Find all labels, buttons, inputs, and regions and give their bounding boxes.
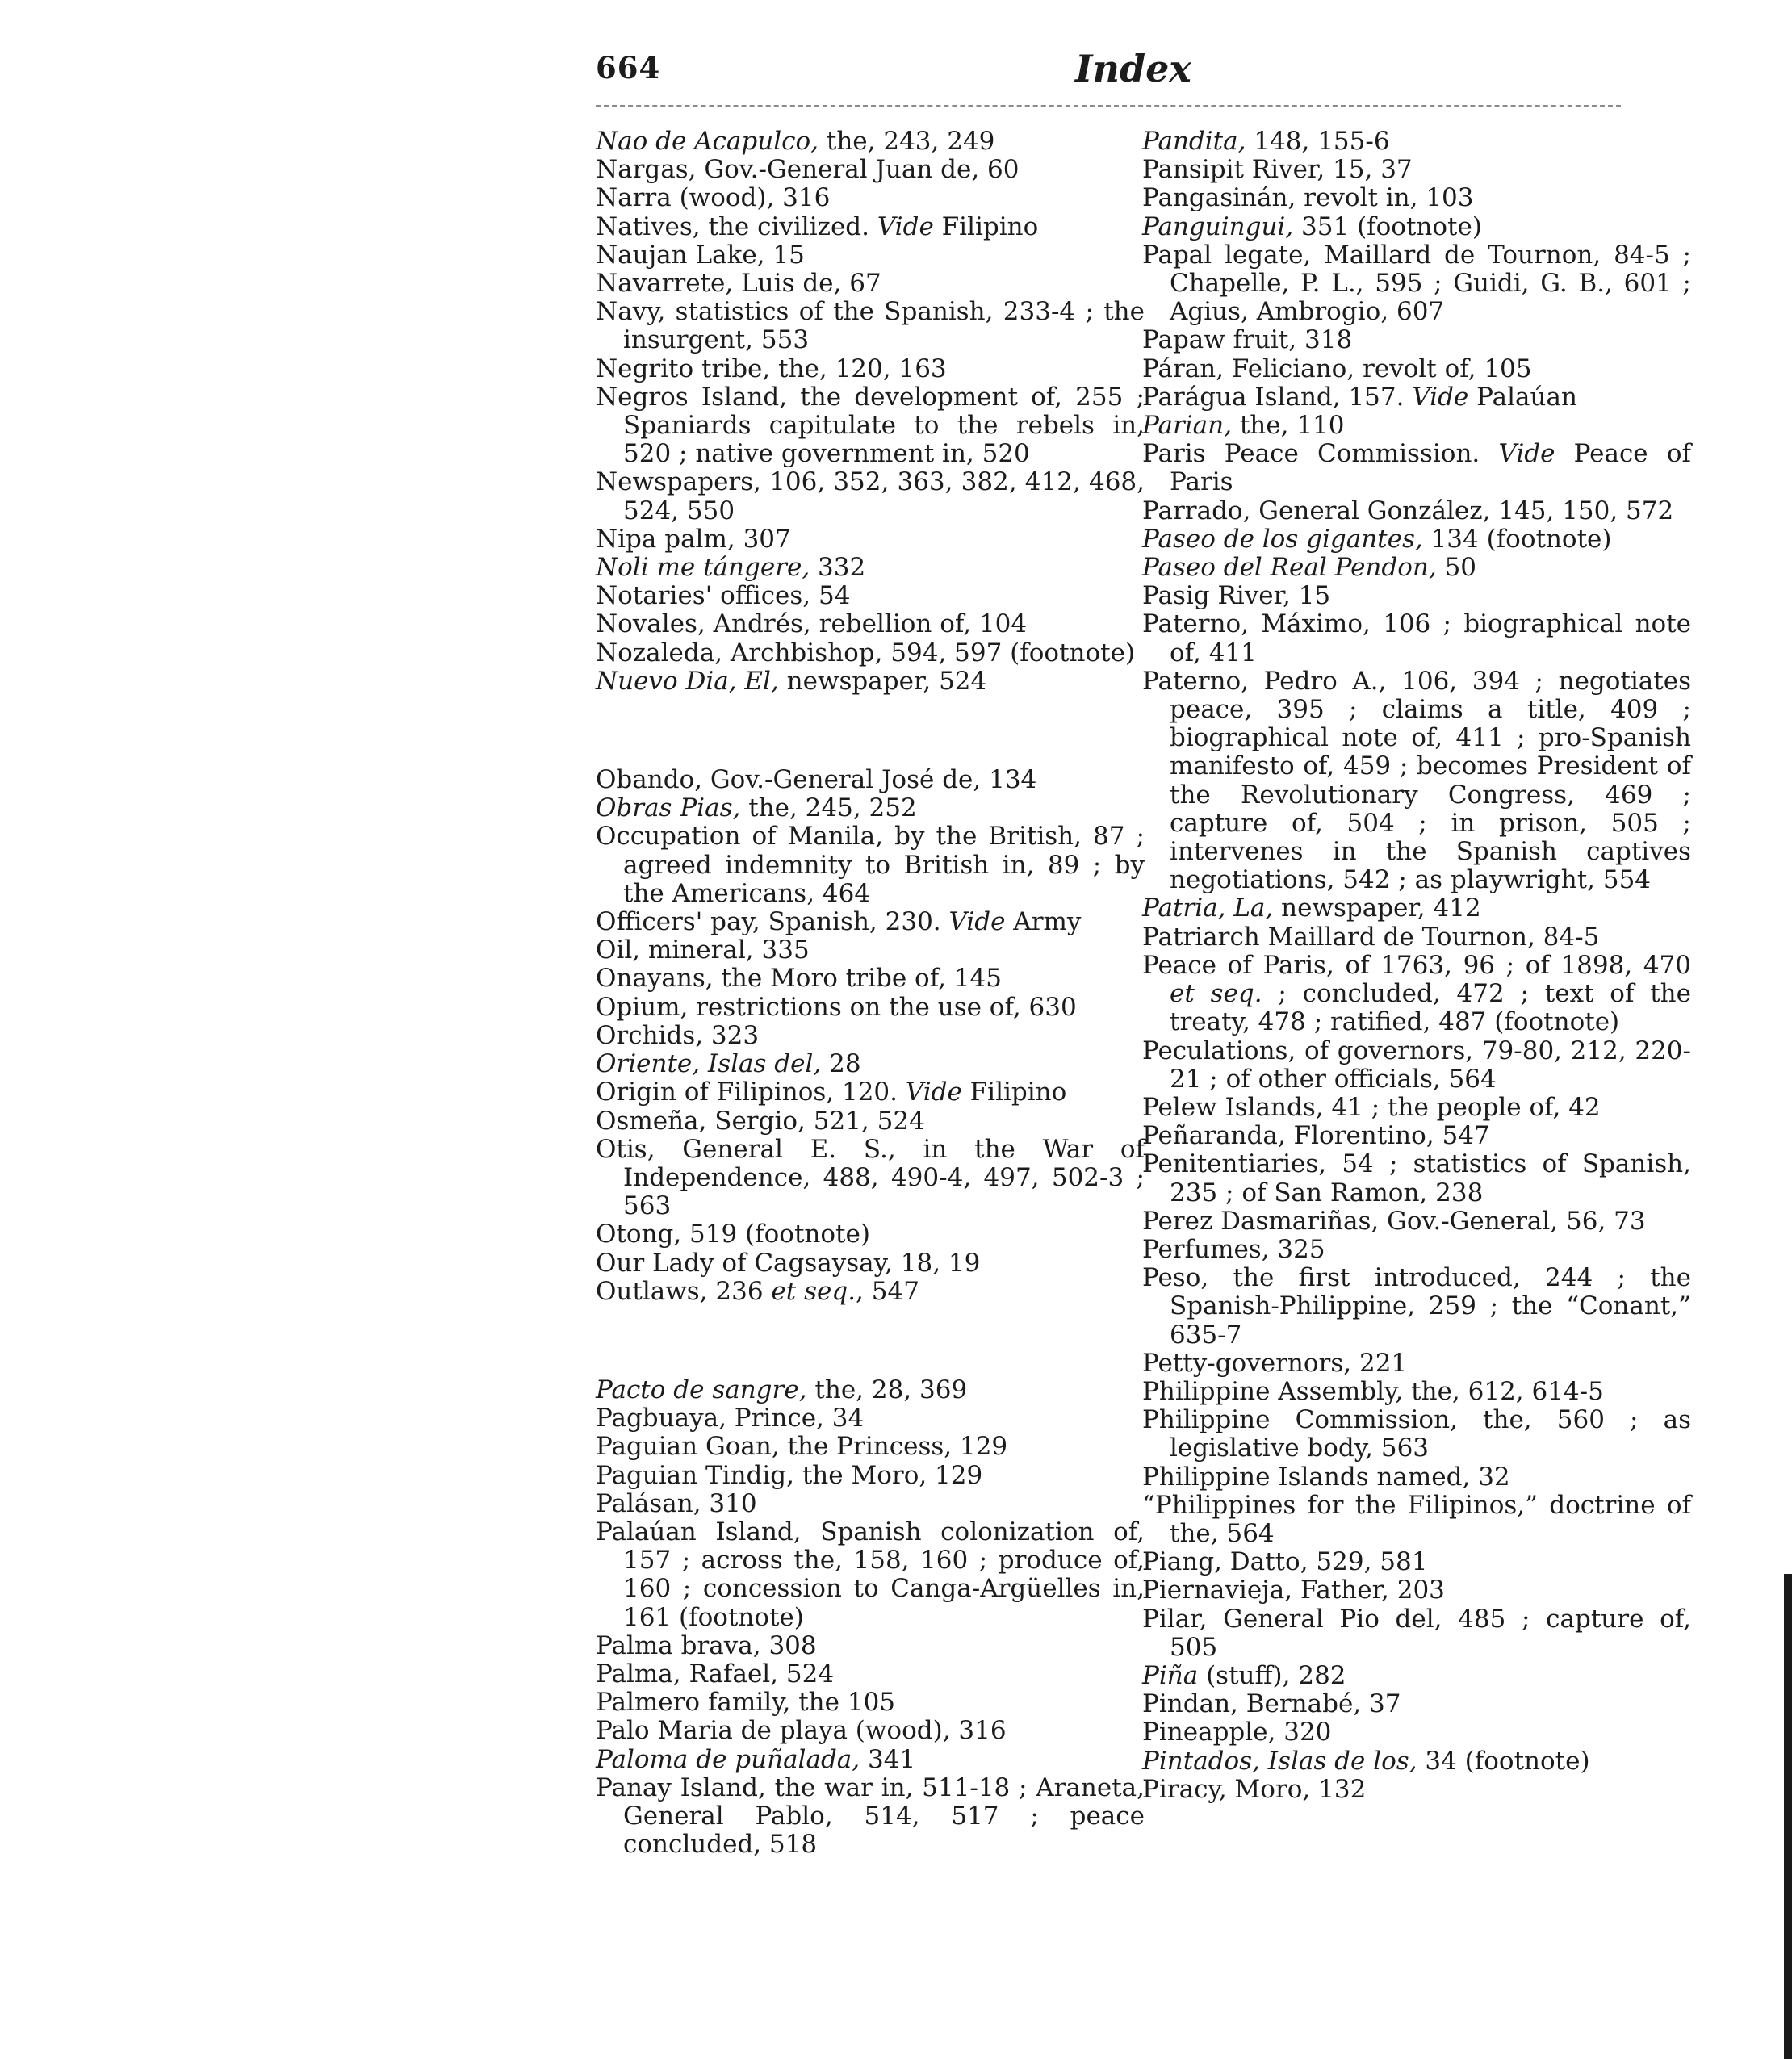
index-entry [596,1107,1145,1136]
index-entry-text: Parrado, General González, 145, 150, 572 [1142,496,1674,525]
index-entry-text: Our Lady of Cagsaysay, 18, 19 [596,1248,981,1278]
index-entry-text: Otong, 519 (footnote) [596,1220,870,1249]
index-entry [1142,1406,1691,1463]
index-entry-text: newspaper, 524 [778,666,987,696]
index-entry-text: Nipa palm, 307 [596,524,791,554]
index-entry [1142,1576,1691,1605]
index-entry [596,1689,1145,1717]
index-entry-text: Palmero family, the 105 [596,1688,896,1718]
index-entry [596,668,1145,696]
index-entry-text: Pineapple, 320 [1142,1718,1332,1747]
index-entry [596,822,1145,908]
index-entry-text: Filipino [961,1078,1067,1107]
header-rule [596,105,1621,107]
index-entry-text: 134 (footnote) [1422,524,1612,554]
index-entry [596,156,1145,184]
index-entry-italic-text: Paloma de puñalada, [596,1744,860,1774]
index-entry [596,1404,1145,1433]
index-entry-text: Natives, the civilized. [596,211,877,241]
index-entry [1142,128,1691,156]
index-entry-text: 28 [821,1049,861,1079]
index-entry-text: Negrito tribe, the, 120, 163 [596,354,947,383]
index-entry-text: Navy, statistics of the Spanish, 233-4 ; the insurgent, 553 [596,297,1145,355]
index-entry-text: Onayans, the Moro tribe of, 145 [596,964,1002,994]
index-entry-italic-text: et seq. [771,1276,856,1306]
index-entry-text: Paterno, Pedro A., 106, 394 ; negotiates peace, 395 ; claims a title, 409 ; biographical note of, 411 ; pro-Spanish manifesto of, 459 ; becomes President of the Revolutionary Congress, 469 ; capture of, 504 ; in prison, 505 ; intervenes in the Spanish captives negotiations, 542 ; as playwright, 554 [1142,666,1691,895]
index-entry [596,1774,1145,1860]
index-entry [596,794,1145,822]
index-entry-text: Palo Maria de playa (wood), 316 [596,1716,1007,1746]
index-entry [1142,184,1691,212]
index-entry [596,936,1145,965]
index-entry [1142,383,1691,412]
index-entry-text: Páran, Feliciano, revolt of, 105 [1142,354,1532,383]
index-entry-text: Nargas, Gov.-General Juan de, 60 [596,155,1020,185]
index-entry-italic-text: et seq. [1170,979,1262,1009]
index-entry [596,1490,1145,1518]
index-entry-text: Narra (wood), 316 [596,183,831,213]
index-entry [1142,213,1691,241]
index-entry [596,582,1145,610]
index-entry-italic-text: Pintados, Islas de los, [1142,1746,1417,1776]
index-entry-text: Penitentiaries, 54 ; statistics of Spanish, 235 ; of San Ramon, 238 [1142,1149,1691,1207]
index-entry-text: Paris Peace Commission. [1142,439,1499,469]
index-entry-text: Peace of Paris [1170,439,1691,497]
index-entry-text: Naujan Lake, 15 [596,240,805,270]
index-entry-italic-text: Vide [905,1078,962,1107]
index-entry [596,525,1145,554]
index-entry [596,908,1145,936]
index-entry [596,1376,1145,1404]
index-entry [1142,668,1691,895]
index-entry [596,1632,1145,1660]
index-entry [596,1746,1145,1774]
index-entry-text: Orchids, 323 [596,1020,760,1050]
index-entry-text: (stuff), 282 [1198,1660,1346,1690]
index-entry-text: Philippine Assembly, the, 612, 614-5 [1142,1376,1604,1406]
index-entry [1142,525,1691,554]
index-entry-italic-text: Piña [1142,1660,1199,1690]
index-entry [1142,1150,1691,1207]
page-number: 664 [596,50,661,86]
index-entry-text: Papaw fruit, 318 [1142,325,1353,355]
index-entry [596,554,1145,582]
index-entry-text: Palma brava, 308 [596,1630,817,1660]
index-entry-text: Perfumes, 325 [1142,1234,1325,1264]
index-entry-text: Nozaleda, Archbishop, 594, 597 (footnote) [596,638,1136,668]
index-entry [1142,412,1691,440]
index-entry-text: Palásan, 310 [596,1488,757,1518]
index-entry-text: Palaúan [1468,382,1577,412]
running-head-title: Index [1075,47,1191,90]
index-entry [596,1462,1145,1490]
index-entry-text: Pagbuaya, Prince, 34 [596,1404,865,1433]
index-entry [1142,1605,1691,1662]
index-entry-italic-text: Pacto de sangre, [596,1375,807,1404]
index-entry-text: , 547 [856,1276,919,1306]
index-entry-italic-text: Oriente, Islas del, [596,1049,822,1079]
index-entry-text: Officers' pay, Spanish, 230. [596,907,949,937]
index-entry [1142,1122,1691,1150]
index-entry [1142,1690,1691,1718]
index-entry [1142,1264,1691,1350]
index-entry [596,213,1145,241]
index-entry-text: Origin of Filipinos, 120. [596,1078,906,1107]
index-entry-text: Outlaws, 236 [596,1276,772,1306]
index-entry-text: Pasig River, 15 [1142,581,1331,611]
index-entry-text: Otis, General E. S., in the War of Independence, 488, 490-4, 497, 502-3 ; 563 [596,1134,1145,1221]
index-entry-italic-text: Panguingui, [1142,211,1294,241]
index-entry-text: the, 243, 249 [819,127,995,156]
index-entry-text: Occupation of Manila, by the British, 87 ; agreed indemnity to British in, 89 ; by the Americans, 464 [596,822,1145,908]
index-entry-text: Paguian Goan, the Princess, 129 [596,1432,1008,1462]
index-entry-italic-text: Obras Pias, [596,793,741,823]
index-entry [1142,952,1691,1037]
index-entry [596,128,1145,156]
index-entry-text: Filipino [933,211,1039,241]
index-entry-text: Panay Island, the war in, 511-18 ; Araneta, General Pablo, 514, 517 ; peace concluded, 518 [596,1772,1145,1860]
index-entry-italic-text: Parian, [1142,411,1232,441]
index-entry [596,298,1145,354]
index-entry [1142,1350,1691,1378]
index-entry [1142,610,1691,667]
index-entry-text: 34 (footnote) [1417,1746,1590,1776]
index-entry-italic-text: Pandita, [1142,127,1246,156]
index-entry-text: Pelew Islands, 41 ; the people of, 42 [1142,1092,1601,1122]
index-entry-italic-text: Paseo del Real Pendon, [1142,553,1437,583]
index-entry [596,468,1145,525]
index-entry [596,1136,1145,1221]
index-entry-italic-text: Paseo de los gigantes, [1142,524,1423,554]
index-entry-italic-text: Vide [948,907,1006,937]
index-entry-text: Parágua Island, 157. [1142,382,1413,412]
index-entry [1142,156,1691,184]
index-entry [596,1220,1145,1249]
index-entry [1142,1747,1691,1776]
index-entry-text: Paterno, Máximo, 106 ; biographical note of, 411 [1142,609,1691,668]
index-entry-text: the, 245, 252 [740,793,917,823]
index-entry [1142,1207,1691,1236]
index-entry-text: Osmeña, Sergio, 521, 524 [596,1106,925,1136]
index-entry [596,1518,1145,1632]
index-entry [1142,894,1691,923]
index-entry-text: the, 28, 369 [806,1375,968,1404]
index-entry [1142,1236,1691,1264]
index-entry-italic-text: Nuevo Dia, El, [596,666,779,696]
index-entry [596,355,1145,383]
index-entry-text: Peace of Paris, of 1763, 96 ; of 1898, 470 [1142,950,1691,980]
index-entry [1142,497,1691,525]
index-entry [596,1050,1145,1078]
index-entry-text: “Philippines for the Filipinos,” doctrine of the, 564 [1142,1490,1691,1548]
index-entry-text: Patriarch Maillard de Tournon, 84-5 [1142,922,1600,952]
index-entry-text: Notaries' offices, 54 [596,581,851,611]
index-entry-text: Peñaranda, Florentino, 547 [1142,1121,1490,1151]
index-entry [596,1249,1145,1278]
index-entry [1142,1718,1691,1747]
scan-edge-shadow [1784,1574,1792,2059]
index-entry [1142,355,1691,383]
index-entry-text: 148, 155-6 [1246,127,1390,156]
index-entry-text: Oil, mineral, 335 [596,935,810,965]
index-entry-text: Piracy, Moro, 132 [1142,1774,1367,1804]
index-entry [596,1022,1145,1050]
index-entry-italic-text: Vide [1412,382,1469,412]
index-entry-text: ; concluded, 472 ; text of the treaty, 478 ; ratified, 487 (footnote) [1170,979,1691,1037]
index-entry [1142,1492,1691,1548]
index-entry-text: Peso, the first introduced, 244 ; the Spanish-Philippine, 259 ; the “Conant,” 635-7 [1142,1263,1691,1350]
index-entry [1142,1662,1691,1690]
index-entry-text: Paguian Tindig, the Moro, 129 [596,1460,983,1490]
index-entry [596,270,1145,298]
index-entry-text: Navarrete, Luis de, 67 [596,269,881,299]
index-entry [596,639,1145,668]
index-entry [596,1278,1145,1306]
index-entry [596,184,1145,212]
index-entry-text: Pansipit River, 15, 37 [1142,155,1413,185]
index-entry [1142,923,1691,952]
index-entry [1142,582,1691,610]
index-entry-text: Pangasinán, revolt in, 103 [1142,183,1474,213]
index-entry-text: Pilar, General Pio del, 485 ; capture of, 505 [1142,1604,1691,1662]
index-entry-italic-text: Vide [877,211,934,241]
index-entry [1142,1548,1691,1576]
index-entry-text: Piernavieja, Father, 203 [1142,1576,1445,1605]
index-entry-text: 50 [1436,553,1477,583]
letter-section-gap [596,1306,1145,1376]
index-entry [596,1660,1145,1689]
index-entry [1142,241,1691,327]
index-entry-text: Peculations, of governors, 79-80, 212, 220-21 ; of other officials, 564 [1142,1036,1691,1094]
index-entry-text: Piang, Datto, 529, 581 [1142,1547,1428,1577]
index-entry [1142,1776,1691,1804]
index-entry-text: Petty-governors, 221 [1142,1348,1408,1378]
index-entry-text: Papal legate, Maillard de Tournon, 84-5 ; Chapelle, P. L., 595 ; Guidi, G. B., 601 ; Agius, Ambrogio, 607 [1142,240,1691,327]
index-entry [596,1078,1145,1107]
index-entry-text: Perez Dasmariñas, Gov.-General, 56, 73 [1142,1206,1646,1236]
index-entry [596,383,1145,469]
index-entry-text: Philippine Islands named, 32 [1142,1462,1510,1492]
index-entry-text: Negros Island, the development of, 255 ; Spaniards capitulate to the rebels in, 520 ; native government in, 520 [596,382,1145,469]
index-entry [596,994,1145,1022]
index-entry [1142,554,1691,582]
index-entry-text: Obando, Gov.-General José de, 134 [596,765,1037,795]
index-entry-text: Pindan, Bernabé, 37 [1142,1689,1401,1719]
index-entry-text: the, 110 [1231,411,1345,441]
index-entry [596,1717,1145,1745]
index-entry [1142,1094,1691,1122]
index-entry-text: 332 [810,553,866,583]
index-entry [1142,440,1691,496]
index-entry [1142,1378,1691,1406]
index-entry [1142,1463,1691,1492]
index-entry-text: Opium, restrictions on the use of, 630 [596,992,1077,1022]
index-entry-text: Philippine Commission, the, 560 ; as legislative body, 563 [1142,1405,1691,1463]
index-entry-text: Army [1005,907,1082,937]
index-entry [1142,326,1691,354]
index-entry [596,965,1145,993]
index-entry [1142,1037,1691,1094]
index-entry-text: Palaúan Island, Spanish colonization of, 157 ; across the, 158, 160 ; produce of, 160 ; concession to Canga-Argüelles in, 161 (footnote) [596,1517,1145,1632]
index-entry [596,610,1145,638]
index-entry-text: newspaper, 412 [1273,893,1481,923]
index-entry-text: Novales, Andrés, rebellion of, 104 [596,609,1028,639]
index-entry-italic-text: Patria, La, [1142,893,1274,923]
index-entry-italic-text: Nao de Acapulco, [596,127,819,156]
index-column-left [596,128,1145,1859]
index-column-right [1142,128,1691,1804]
index-entry-text: 341 [860,1744,916,1774]
index-entry [596,1433,1145,1461]
letter-section-gap [596,696,1145,766]
index-entry-italic-text: Noli me tángere, [596,553,810,583]
index-entry-text: Newspapers, 106, 352, 363, 382, 412, 468, 524, 550 [596,467,1145,525]
index-entry-text: Palma, Rafael, 524 [596,1659,835,1689]
index-entry-italic-text: Vide [1498,439,1555,469]
index-entry [596,766,1145,794]
index-entry-text: 351 (footnote) [1293,211,1482,241]
index-entry [596,241,1145,270]
